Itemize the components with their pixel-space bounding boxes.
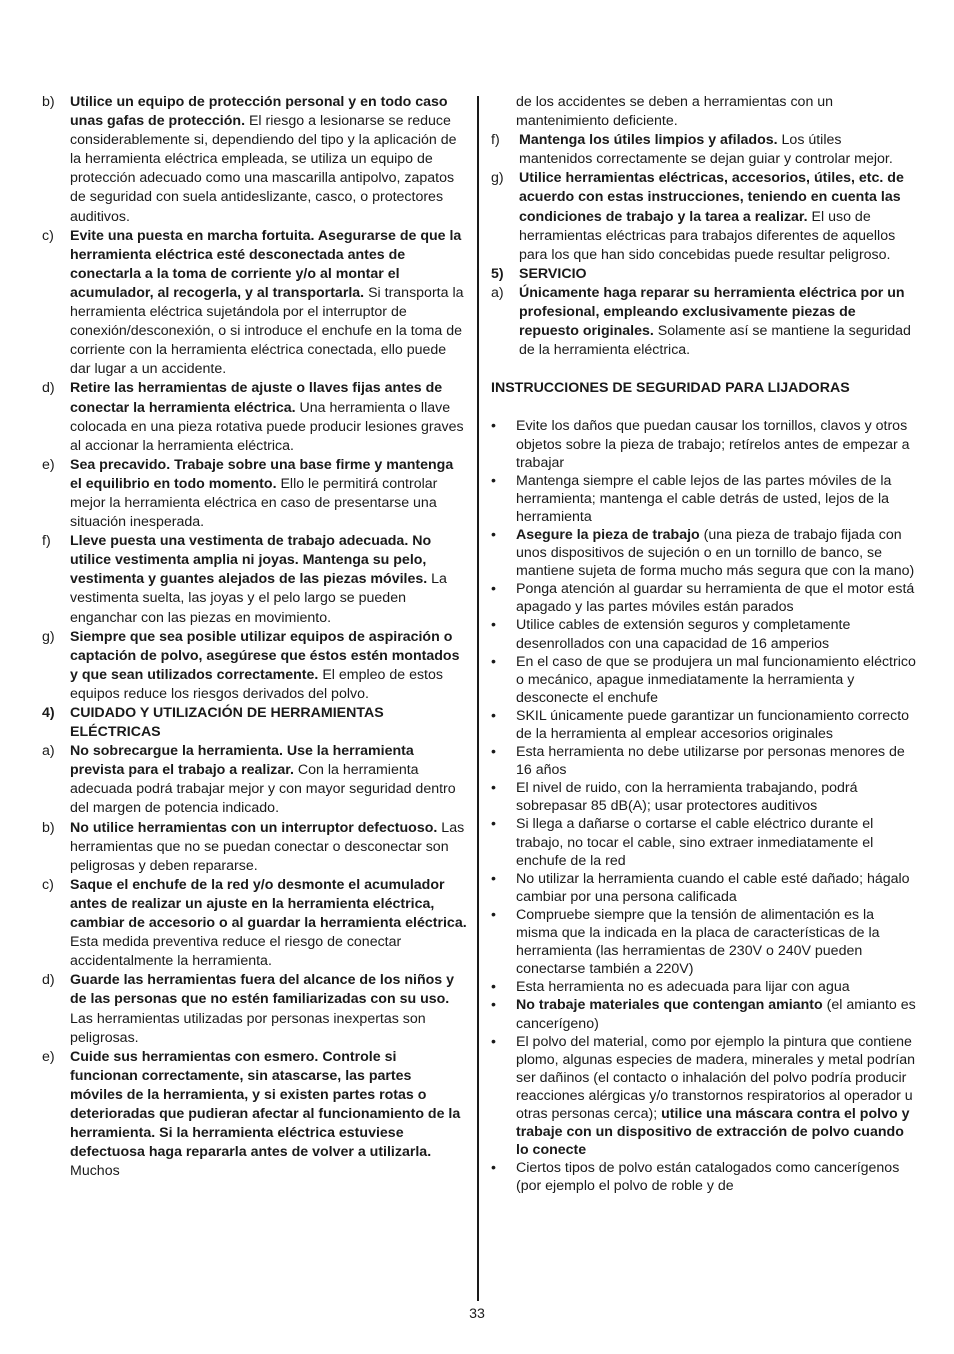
bullet-item xyxy=(491,743,916,779)
item-text xyxy=(70,456,467,532)
item-bold-text: No sobrecargue la herramienta. Use la herramienta prevista para el trabajo a realizar. xyxy=(70,743,414,779)
item-text xyxy=(70,704,467,742)
bullet-text xyxy=(516,616,916,652)
item-regular-text: Los útiles mantenidos correctamente se dejan guiar y controlar mejor. xyxy=(519,132,893,168)
bullet-icon: • xyxy=(491,997,496,1014)
item-bold-text: Saque el enchufe de la red y/o desmonte el acumulador antes de realizar un ajuste en la herramienta eléctrica, cambiar de accesorio o al guardar la herramienta eléctrica. xyxy=(70,876,467,932)
bullet-regular-text: Compruebe siempre que la tensión de alimentación es la misma que la indicada en la placa de características de la herramienta (las herramientas de 230V o 240V pueden conectarse también a 220V) xyxy=(516,906,880,978)
bullet-item xyxy=(491,779,916,815)
item-marker: a) xyxy=(42,743,55,760)
item-marker: 4) xyxy=(42,705,55,721)
list-item xyxy=(491,169,916,264)
bullet-icon: • xyxy=(491,418,496,435)
bullet-text xyxy=(516,580,916,616)
bullet-icon: • xyxy=(491,906,496,923)
item-regular-text: El riesgo a lesionarse se reduce considerablemente si, dependiendo del tipo y la aplicación de la herramienta eléctrica empleada, se utiliza un equipo de protección adecuado como una mascarilla antipolvo, zapatos de seguridad con suela antideslizante, casco, o protectores auditivos. xyxy=(70,113,457,225)
bullet-regular-text: Ciertos tipos de polvo están catalogados como cancerígenos (por ejemplo el polvo de roble y de xyxy=(516,1160,900,1195)
bullet-item xyxy=(491,906,916,978)
bullet-regular-text: (el amianto es cancerígeno) xyxy=(516,997,916,1032)
item-bold-text: Únicamente haga reparar su herramienta eléctrica por un profesional, empleando exclusivamente piezas de repuesto originales. xyxy=(519,284,905,340)
bullet-regular-text: Mantenga siempre el cable lejos de las partes móviles de la herramienta; mantenga el cable detrás de usted, lejos de la herramienta xyxy=(516,472,892,525)
item-text xyxy=(70,876,467,971)
bullet-item xyxy=(491,870,916,906)
item-bold-text: Siempre que sea posible utilizar equipos de aspiración o captación de polvo, asegúrese que éstos estén montados y que sean utilizados correctamente. xyxy=(70,628,460,683)
item-marker: b) xyxy=(42,94,55,110)
bullet-text xyxy=(516,906,916,978)
list-item xyxy=(42,227,467,380)
bullet-text xyxy=(516,779,916,815)
list-item xyxy=(42,971,467,1047)
item-marker: e) xyxy=(42,456,55,473)
bullet-item xyxy=(491,996,916,1032)
bullet-regular-text: Ponga atención al guardar su herramienta de que el motor está apagado y las partes móviles están parados xyxy=(516,581,915,616)
bullet-text xyxy=(516,1159,916,1195)
right-items xyxy=(491,131,916,360)
item-regular-text: Esta medida preventiva reduce el riesgo de conectar accidentalmente la herramienta. xyxy=(70,934,402,970)
list-item xyxy=(491,131,916,169)
item-marker: a) xyxy=(491,284,504,301)
bullet-list xyxy=(491,417,916,1195)
item-text xyxy=(519,169,916,264)
bullet-regular-text: El polvo del material, como por ejemplo la pintura que contiene plomo, algunas especies de madera, minerales y metal podrían ser dañinos (el contacto o inhalación del polvo podría producir reacciones alérgicas y/o transtornos respiratorios al operador u otras personas cerca); xyxy=(516,1033,916,1122)
item-marker: d) xyxy=(42,972,55,989)
bullet-icon: • xyxy=(491,816,496,833)
list-item xyxy=(42,1048,467,1182)
bullet-item xyxy=(491,815,916,869)
bullet-text xyxy=(516,472,916,526)
list-item xyxy=(42,628,467,704)
item-regular-text: Con la herramienta adecuada podrá trabajar mejor y con mayor seguridad dentro del margen de potencia indicado. xyxy=(70,762,456,817)
bullet-icon: • xyxy=(491,526,496,543)
item-bold-text: No utilice herramientas con un interruptor defectuoso. xyxy=(70,819,438,836)
bullet-item xyxy=(491,978,916,996)
item-text xyxy=(70,227,467,380)
bullet-regular-text: Evite los daños que puedan causar los tornillos, clavos y otros objetos sobre la pieza de trabajo; retírelos antes de empezar a trabajar xyxy=(516,418,910,471)
item-text xyxy=(70,1048,467,1182)
bullet-regular-text: Utilice cables de extensión seguros y completamente desenrollados con una capacidad de 16 amperios xyxy=(516,617,851,652)
item-text xyxy=(70,819,467,876)
bullet-item xyxy=(491,417,916,471)
item-bold-text: Evite una puesta en marcha fortuita. Asegurarse de que la herramienta eléctrica esté desconectada antes de conectarla a la toma de corriente y/o al montar el acumulador, al recogerla, y al transportarla. xyxy=(70,227,462,301)
item-text xyxy=(70,532,467,627)
bullet-text xyxy=(516,743,916,779)
item-bold-text: Utilice un equipo de protección personal y en todo caso unas gafas de protección. xyxy=(70,94,448,130)
bullet-text xyxy=(516,1033,916,1160)
column-divider xyxy=(477,96,479,1301)
item-marker: f) xyxy=(42,533,51,550)
item-text xyxy=(70,971,467,1047)
item-regular-text: El uso de herramientas eléctricas para trabajos diferentes de aquellos para los que han sido concebidas puede resultar peligroso. xyxy=(519,208,896,263)
list-item xyxy=(42,93,467,227)
bullet-regular-text: SKIL únicamente puede garantizar un funcionamiento correcto de la herramienta al emplear accesorios originales xyxy=(516,707,910,742)
bullet-text xyxy=(516,653,916,707)
bullet-icon: • xyxy=(491,744,496,761)
item-text xyxy=(70,742,467,818)
item-bold-text: Sea precavido. Trabaje sobre una base firme y mantenga el equilibrio en todo momento. xyxy=(70,456,454,492)
bullet-icon: • xyxy=(491,707,496,724)
item-marker: g) xyxy=(491,170,504,187)
bullet-icon: • xyxy=(491,1033,496,1050)
bullet-text xyxy=(516,870,916,906)
bullet-bold-text: Asegure la pieza de trabajo xyxy=(516,526,700,543)
item-regular-text: Ello le permitirá controlar mejor la herramienta eléctrica en caso de presentarse una situación inesperada. xyxy=(70,475,438,531)
item-regular-text: Solamente así se mantiene la seguridad de la herramienta eléctrica. xyxy=(519,323,911,359)
item-marker: d) xyxy=(42,380,55,397)
list-item xyxy=(42,379,467,455)
bullet-bold-text: No trabaje materiales que contengan amianto xyxy=(516,997,823,1014)
bullet-icon: • xyxy=(491,870,496,887)
bullet-regular-text: En el caso de que se produjera un mal funcionamiento eléctrico o mecánico, apague inmediatamente la herramienta y desconecte el enchufe xyxy=(516,653,916,706)
bullet-icon: • xyxy=(491,1160,496,1177)
item-regular-text: El empleo de estos equipos reduce los riesgos derivados del polvo. xyxy=(70,666,443,702)
list-item xyxy=(42,819,467,876)
bullet-item xyxy=(491,616,916,652)
list-item xyxy=(42,742,467,818)
bullet-item xyxy=(491,526,916,580)
item-regular-text: Una herramienta o llave colocada en una pieza rotativa puede producir lesiones graves al accionar la herramienta eléctrica. xyxy=(70,399,464,454)
bullet-icon: • xyxy=(491,581,496,598)
section-title xyxy=(491,265,916,284)
bullet-icon: • xyxy=(491,780,496,797)
item-marker: g) xyxy=(42,628,55,645)
item-bold-text: Mantenga los útiles limpios y afilados. xyxy=(519,132,778,149)
bullet-item xyxy=(491,472,916,526)
bullet-item xyxy=(491,1033,916,1160)
bullet-regular-text: Si llega a dañarse o cortarse el cable eléctrico durante el trabajo, no tocar el cable, sino extraer inmediatamente el enchufe de la red xyxy=(516,816,874,869)
item-bold-text: Lleve puesta una vestimenta de trabajo adecuada. No utilice vestimenta amplia ni joyas. Mantenga su pelo, vestimenta y guantes alejados de las piezas móviles. xyxy=(70,533,432,588)
bullet-icon: • xyxy=(491,979,496,996)
item-marker: f) xyxy=(491,132,500,149)
bullet-icon: • xyxy=(491,617,496,634)
bullet-regular-text: No utilizar la herramienta cuando el cable esté dañado; hágalo cambiar por una persona calificada xyxy=(516,870,910,905)
item-text xyxy=(70,628,467,704)
bullet-text xyxy=(516,417,916,471)
bullet-text xyxy=(516,978,916,996)
bullet-icon: • xyxy=(491,653,496,670)
item-regular-text: Si transporta la herramienta eléctrica sujetándola por el interruptor de conexión/desconexión, o si introduce el enchufe en la toma de corriente con la herramienta eléctrica conectada, ello puede dar lugar a un accidente. xyxy=(70,284,464,378)
item-bold-text: SERVICIO xyxy=(519,265,587,282)
bullet-text xyxy=(516,526,916,580)
item-regular-text: Las herramientas que no se puedan conectar o desconectar son peligrosas y deben repararse. xyxy=(70,819,465,874)
item-bold-text: Retire las herramientas de ajuste o llaves fijas antes de conectar la herramienta eléctrica. xyxy=(70,380,443,416)
bullet-icon: • xyxy=(491,472,496,489)
bullet-item xyxy=(491,1159,916,1195)
item-marker: b) xyxy=(42,819,55,836)
item-text xyxy=(70,379,467,455)
item-text xyxy=(519,131,916,169)
list-item xyxy=(42,532,467,627)
item-marker: c) xyxy=(42,227,54,244)
item-marker: 5) xyxy=(491,265,504,282)
section-heading: INSTRUCCIONES DE SEGURIDAD PARA LIJADORAS xyxy=(491,380,850,397)
bullet-regular-text: Esta herramienta no debe utilizarse por personas menores de 16 años xyxy=(516,744,905,779)
page-number: 33 xyxy=(469,1306,485,1322)
item-text xyxy=(519,265,916,284)
bullet-text xyxy=(516,996,916,1032)
item-marker: c) xyxy=(42,876,54,893)
item-regular-text: Las herramientas utilizadas por personas inexpertas son peligrosas. xyxy=(70,1010,426,1046)
bullet-item xyxy=(491,580,916,616)
bullet-regular-text: (una pieza de trabajo fijada con unos dispositivos de sujeción o en un tornillo de banco, se mantiene sujeta de forma mucho más segura que con la mano) xyxy=(516,526,915,580)
bullet-item xyxy=(491,707,916,743)
list-item xyxy=(42,876,467,971)
item-bold-text: Guarde las herramientas fuera del alcance de los niños y de las personas que no estén familiarizadas con su uso. xyxy=(70,972,455,1008)
item-marker: e) xyxy=(42,1048,55,1065)
bullet-item xyxy=(491,653,916,707)
item-bold-text: Utilice herramientas eléctricas, accesorios, útiles, etc. de acuerdo con estas instrucciones, teniendo en cuenta las condiciones de trabajo y la tarea a realizar. xyxy=(519,170,904,225)
bullet-text xyxy=(516,707,916,743)
item-regular-text: Muchos xyxy=(70,1163,120,1180)
bullet-text xyxy=(516,815,916,869)
bullet-regular-text: El nivel de ruido, con la herramienta trabajando, podrá sobrepasar 85 dB(A); usar protectores auditivos xyxy=(516,780,858,815)
right-column xyxy=(491,93,916,1195)
section-title xyxy=(42,704,467,742)
item-bold-text: Cuide sus herramientas con esmero. Controle si funcionan correctamente, sin atascarse, las partes móviles de la herramienta, y si existen partes rotas o deterioradas que pudieran afectar al funcionamiento de la herramienta. Si la herramienta eléctrica estuviese defectuosa haga repararla antes de volver a utilizarla. xyxy=(70,1048,461,1161)
list-item xyxy=(42,456,467,532)
item-regular-text: La vestimenta suelta, las joyas y el pelo largo se pueden enganchar con las piezas en movimiento. xyxy=(70,571,447,626)
bullet-regular-text: Esta herramienta no es adecuada para lijar con agua xyxy=(516,979,850,996)
continuation-text: de los accidentes se deben a herramientas con un mantenimiento deficiente. xyxy=(516,94,834,130)
bullet-bold-text: utilice una máscara contra el polvo y trabaje con un dispositivo de extracción de polvo cuando lo conecte xyxy=(516,1105,910,1159)
item-text xyxy=(519,284,916,360)
item-text xyxy=(70,93,467,227)
list-item xyxy=(491,284,916,360)
item-bold-text: CUIDADO Y UTILIZACIÓN DE HERRAMIENTAS ELÉCTRICAS xyxy=(70,705,384,741)
left-column xyxy=(42,93,467,1181)
